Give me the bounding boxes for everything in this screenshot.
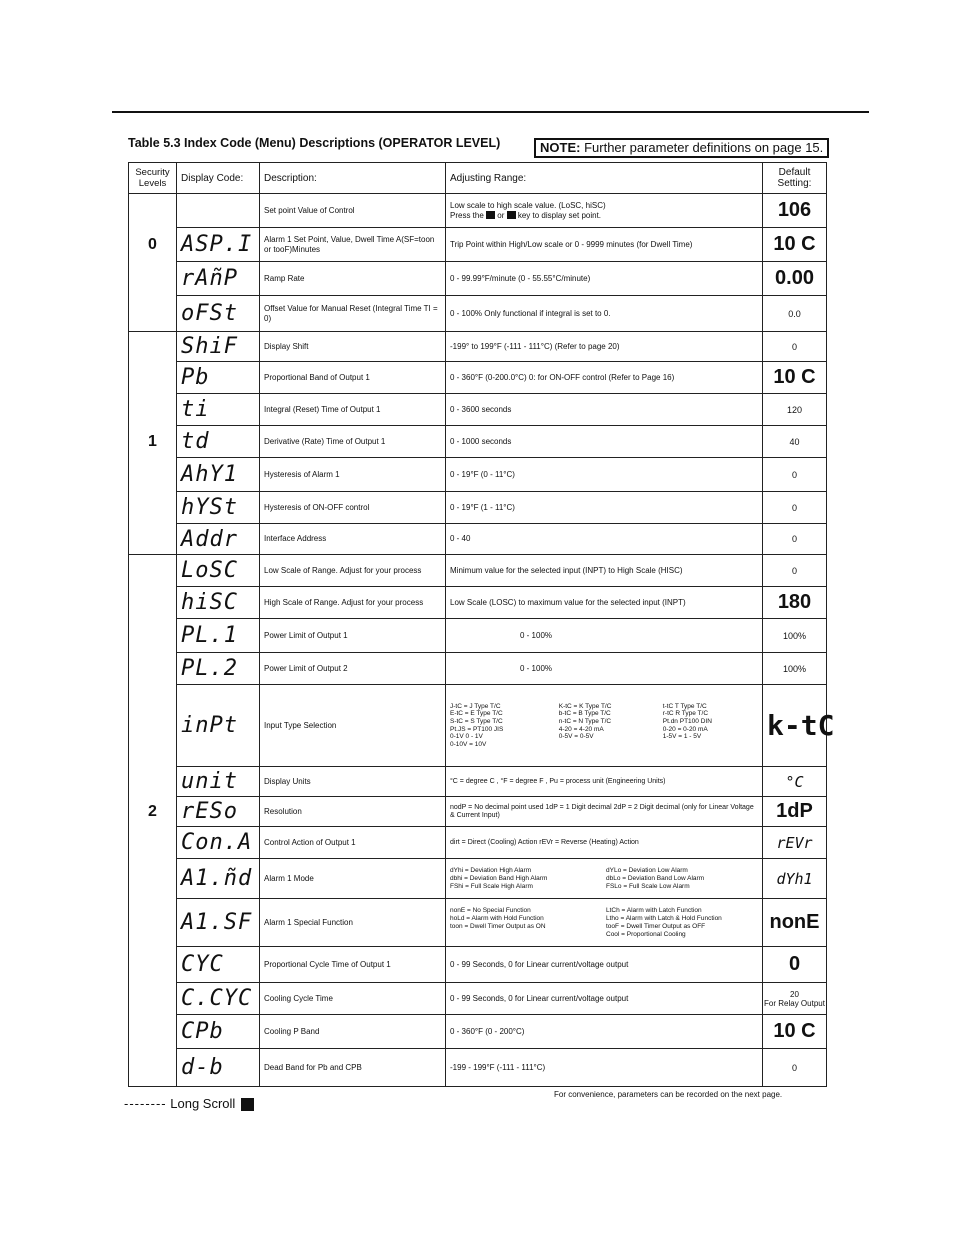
input-type-option: 0-1V 0 - 1V	[450, 733, 483, 741]
long-scroll-label: Long Scroll	[170, 1096, 236, 1111]
alarm-special-options	[450, 907, 758, 939]
level-cell	[129, 1049, 177, 1087]
default-setting: 0	[763, 332, 827, 362]
table-row	[129, 262, 827, 296]
adjusting-range: °C = degree C , °F = degree F , Pu = process unit (Engineering Units)	[446, 767, 763, 797]
table-row	[129, 899, 827, 947]
level-cell	[129, 492, 177, 524]
alarm-special-option: toon = Dwell Timer Output as ON	[450, 922, 546, 930]
table-row	[129, 332, 827, 362]
display-code: CYC	[177, 947, 260, 983]
input-type-option: 0-5V = 0-5V	[558, 733, 594, 741]
adjusting-range: -199° to 199°F (-111 - 111°C) (Refer to page 20)	[446, 332, 763, 362]
default-setting: 100%	[763, 619, 827, 653]
description: Display Units	[260, 767, 446, 797]
default-setting: 1dP	[763, 797, 827, 827]
level-label: 1	[129, 426, 177, 458]
description: Cooling Cycle Time	[260, 983, 446, 1015]
header-security: Security Levels	[129, 163, 177, 194]
display-code: Addr	[177, 524, 260, 555]
default-setting: 40	[763, 426, 827, 458]
table-row	[129, 394, 827, 426]
description: Alarm 1 Special Function	[260, 899, 446, 947]
display-code: d-b	[177, 1049, 260, 1087]
table-row	[129, 492, 827, 524]
header-default: Default Setting:	[763, 163, 827, 194]
level-cell	[129, 619, 177, 653]
level-cell	[129, 296, 177, 332]
alarm-special-option: hoLd = Alarm with Hold Function	[450, 914, 544, 922]
level-cell	[129, 859, 177, 899]
alarm-mode-options	[450, 867, 758, 891]
description: Display Shift	[260, 332, 446, 362]
adjusting-range: 0 - 99.99°F/minute (0 - 55.55°C/minute)	[446, 262, 763, 296]
alarm-mode-option: FShi = Full Scale High Alarm	[450, 882, 533, 890]
input-type-option: 0-20 = 0-20 mA	[662, 725, 708, 733]
table-row	[129, 827, 827, 859]
display-code: rAñP	[177, 262, 260, 296]
description: Offset Value for Manual Reset (Integral Time TI = 0)	[260, 296, 446, 332]
adjusting-range: Low Scale (LOSC) to maximum value for the selected input (INPT)	[446, 587, 763, 619]
level-cell	[129, 899, 177, 947]
default-top: 20	[790, 989, 799, 999]
default-setting: 10 C	[763, 362, 827, 394]
adjusting-range: -199 - 199°F (-111 - 111°C)	[446, 1049, 763, 1087]
description: Cooling P Band	[260, 1015, 446, 1049]
default-setting: 180	[763, 587, 827, 619]
adjusting-range	[446, 859, 763, 899]
display-code: td	[177, 426, 260, 458]
display-code: CPb	[177, 1015, 260, 1049]
description: Input Type Selection	[260, 685, 446, 767]
display-code: PL.1	[177, 619, 260, 653]
description: High Scale of Range. Adjust for your process	[260, 587, 446, 619]
table-row	[129, 458, 827, 492]
default-bottom: For Relay Output	[764, 998, 825, 1008]
description: Power Limit of Output 1	[260, 619, 446, 653]
table-row	[129, 296, 827, 332]
adjusting-range	[446, 685, 763, 767]
table-row	[129, 797, 827, 827]
input-type-options	[450, 703, 758, 749]
adjusting-range: Trip Point within High/Low scale or 0 - 9999 minutes (for Dwell Time)	[446, 228, 763, 262]
level-cell	[129, 194, 177, 228]
level-cell	[129, 947, 177, 983]
adjusting-range: 0 - 360°F (0 - 200°C)	[446, 1015, 763, 1049]
level-cell	[129, 555, 177, 587]
description: Proportional Band of Output 1	[260, 362, 446, 394]
alarm-mode-option: dYhi = Deviation High Alarm	[450, 866, 532, 874]
default-setting: 0.00	[763, 262, 827, 296]
adjusting-range: nodP = No decimal point used 1dP = 1 Digit decimal 2dP = 2 Digit decimal (only for Linear Voltage & Current Input)	[446, 797, 763, 827]
display-code: ShiF	[177, 332, 260, 362]
alarm-special-option: Cool = Proportional Cooling	[606, 930, 686, 938]
default-setting: k-tC	[763, 685, 827, 767]
adjusting-range: dirt = Direct (Cooling) Action rEVr = Reverse (Heating) Action	[446, 827, 763, 859]
table-row	[129, 426, 827, 458]
description: Dead Band for Pb and CPB	[260, 1049, 446, 1087]
range-line-1: Low scale to high scale value. (LoSC, hiSC)	[450, 201, 606, 210]
level-label: 2	[129, 797, 177, 827]
input-type-option: E-tC = E Type T/C	[450, 710, 503, 718]
display-code: ti	[177, 394, 260, 426]
adjusting-range: 0 - 100%	[446, 653, 763, 685]
adjusting-range: 0 - 3600 seconds	[446, 394, 763, 426]
display-code: PL.2	[177, 653, 260, 685]
adjusting-range	[446, 194, 763, 228]
level-cell	[129, 394, 177, 426]
display-code	[177, 194, 260, 228]
input-type-option: b-tC = B Type T/C	[558, 710, 611, 718]
default-setting: nonE	[763, 899, 827, 947]
table-row	[129, 362, 827, 394]
table-row	[129, 983, 827, 1015]
display-code: LoSC	[177, 555, 260, 587]
level-cell	[129, 653, 177, 685]
input-type-option	[663, 741, 758, 749]
display-code: hYSt	[177, 492, 260, 524]
down-key-icon	[507, 211, 516, 219]
level-cell	[129, 827, 177, 859]
default-setting: 106	[763, 194, 827, 228]
input-type-option: J-tC = J Type T/C	[450, 702, 501, 710]
table-row	[129, 653, 827, 685]
display-code: oFSt	[177, 296, 260, 332]
long-scroll-key-icon	[241, 1098, 254, 1111]
index-code-table	[128, 162, 835, 1087]
adjusting-range	[446, 899, 763, 947]
display-code: C.CYC	[177, 983, 260, 1015]
level-cell	[129, 587, 177, 619]
description: Resolution	[260, 797, 446, 827]
input-type-option	[559, 741, 659, 749]
alarm-mode-option: dbhi = Deviation Band High Alarm	[450, 874, 548, 882]
description: Low Scale of Range. Adjust for your process	[260, 555, 446, 587]
input-type-option: Pt.JS = PT100 JIS	[450, 725, 504, 733]
display-code: rESo	[177, 797, 260, 827]
input-type-option: Pt.dn PT100 DIN	[662, 717, 712, 725]
note-box	[534, 138, 829, 158]
table-row	[129, 767, 827, 797]
default-setting: 0	[763, 524, 827, 555]
adjusting-range: 0 - 1000 seconds	[446, 426, 763, 458]
adjusting-range: 0 - 100%	[446, 619, 763, 653]
alarm-special-option: Ltho = Alarm with Latch & Hold Function	[606, 914, 722, 922]
level-cell	[129, 1015, 177, 1049]
display-code: hiSC	[177, 587, 260, 619]
level-cell	[129, 524, 177, 555]
alarm-special-option	[450, 931, 602, 939]
alarm-special-option: tooF = Dwell Timer Output as OFF	[606, 922, 706, 930]
level-cell	[129, 685, 177, 767]
display-code: A1.SF	[177, 899, 260, 947]
range-or: or	[497, 210, 505, 220]
alarm-mode-option: dbLo = Deviation Band Low Alarm	[606, 874, 705, 882]
dash-line: --------	[124, 1096, 167, 1111]
table-row	[129, 1049, 827, 1087]
alarm-special-option: nonE = No Special Function	[450, 906, 531, 914]
adjusting-range: 0 - 19°F (1 - 11°C)	[446, 492, 763, 524]
description: Set point Value of Control	[260, 194, 446, 228]
input-type-option: r-tC R Type T/C	[662, 710, 709, 718]
alarm-mode-option: dYLo = Deviation Low Alarm	[606, 866, 688, 874]
table-caption: Table 5.3 Index Code (Menu) Descriptions (OPERATOR LEVEL)	[128, 136, 501, 150]
description: Hysteresis of Alarm 1	[260, 458, 446, 492]
adjusting-range: 0 - 19°F (0 - 11°C)	[446, 458, 763, 492]
input-type-option: n-tC = N Type T/C	[558, 717, 612, 725]
default-setting: 0	[763, 492, 827, 524]
header-row	[129, 163, 827, 194]
table-row	[129, 228, 827, 262]
top-rule	[112, 111, 869, 113]
default-setting: 0	[763, 947, 827, 983]
range-key-text: key to display set point.	[517, 210, 602, 220]
table-row	[129, 947, 827, 983]
table-row	[129, 685, 827, 767]
level-cell	[129, 983, 177, 1015]
adjusting-range: Minimum value for the selected input (INPT) to High Scale (HISC)	[446, 555, 763, 587]
table-row	[129, 524, 827, 555]
default-setting: 0	[763, 458, 827, 492]
level-cell	[129, 767, 177, 797]
input-type-option: S-tC = S Type T/C	[450, 717, 503, 725]
table-row	[129, 619, 827, 653]
description: Proportional Cycle Time of Output 1	[260, 947, 446, 983]
input-type-option: t-tC T Type T/C	[662, 702, 707, 710]
level-cell	[129, 332, 177, 362]
level-label: 0	[129, 228, 177, 262]
default-setting: 10 C	[763, 228, 827, 262]
description: Derivative (Rate) Time of Output 1	[260, 426, 446, 458]
display-code: ASP.I	[177, 228, 260, 262]
input-type-option: K-tC = K Type T/C	[558, 702, 612, 710]
note-text: Further parameter definitions on page 15.	[584, 140, 824, 155]
description: Alarm 1 Mode	[260, 859, 446, 899]
adjusting-range: 0 - 99 Seconds, 0 for Linear current/voltage output	[446, 947, 763, 983]
level-cell	[129, 262, 177, 296]
note-prefix: NOTE:	[540, 140, 581, 155]
header-range: Adjusting Range:	[446, 163, 763, 194]
range-line-2	[450, 211, 758, 221]
default-setting: rEVr	[763, 827, 827, 859]
description: Alarm 1 Set Point, Value, Dwell Time A(SF=toon or tooF)Minutes	[260, 228, 446, 262]
alarm-special-option: LtCh = Alarm with Latch Function	[606, 906, 702, 914]
display-code: Pb	[177, 362, 260, 394]
default-setting: 0.0	[763, 296, 827, 332]
long-scroll-legend	[124, 1096, 254, 1111]
table-row	[129, 555, 827, 587]
level-cell	[129, 458, 177, 492]
description: Control Action of Output 1	[260, 827, 446, 859]
default-setting: 120	[763, 394, 827, 426]
default-setting: 10 C	[763, 1015, 827, 1049]
adjusting-range: 0 - 99 Seconds, 0 for Linear current/voltage output	[446, 983, 763, 1015]
adjusting-range: 0 - 100% Only functional if integral is set to 0.	[446, 296, 763, 332]
default-setting: 0	[763, 555, 827, 587]
alarm-mode-option: FSLo = Full Scale Low Alarm	[606, 882, 690, 890]
header-display: Display Code:	[177, 163, 260, 194]
header-description: Description:	[260, 163, 446, 194]
up-key-icon	[486, 211, 495, 219]
input-type-option: 0-10V = 10V	[450, 740, 487, 748]
adjusting-range: 0 - 360°F (0-200.0°C) 0: for ON-OFF control (Refer to Page 16)	[446, 362, 763, 394]
description: Interface Address	[260, 524, 446, 555]
description: Power Limit of Output 2	[260, 653, 446, 685]
display-code: Con.A	[177, 827, 260, 859]
adjusting-range: 0 - 40	[446, 524, 763, 555]
default-setting: °C	[763, 767, 827, 797]
description: Ramp Rate	[260, 262, 446, 296]
display-code: inPt	[177, 685, 260, 767]
level-cell	[129, 362, 177, 394]
table-row	[129, 1015, 827, 1049]
range-press: Press the	[450, 210, 484, 220]
default-setting	[763, 983, 827, 1015]
default-setting: dYh1	[763, 859, 827, 899]
display-code: AhY1	[177, 458, 260, 492]
display-code: unit	[177, 767, 260, 797]
table-row	[129, 194, 827, 228]
display-code: A1.ñd	[177, 859, 260, 899]
input-type-option: 4-20 = 4-20 mA	[558, 725, 604, 733]
description: Hysteresis of ON-OFF control	[260, 492, 446, 524]
table-row	[129, 859, 827, 899]
description: Integral (Reset) Time of Output 1	[260, 394, 446, 426]
table-row	[129, 587, 827, 619]
default-setting: 0	[763, 1049, 827, 1087]
default-setting: 100%	[763, 653, 827, 685]
input-type-option: 1-5V = 1 - 5V	[662, 733, 702, 741]
footer-note: For convenience, parameters can be recorded on the next page.	[554, 1090, 783, 1099]
